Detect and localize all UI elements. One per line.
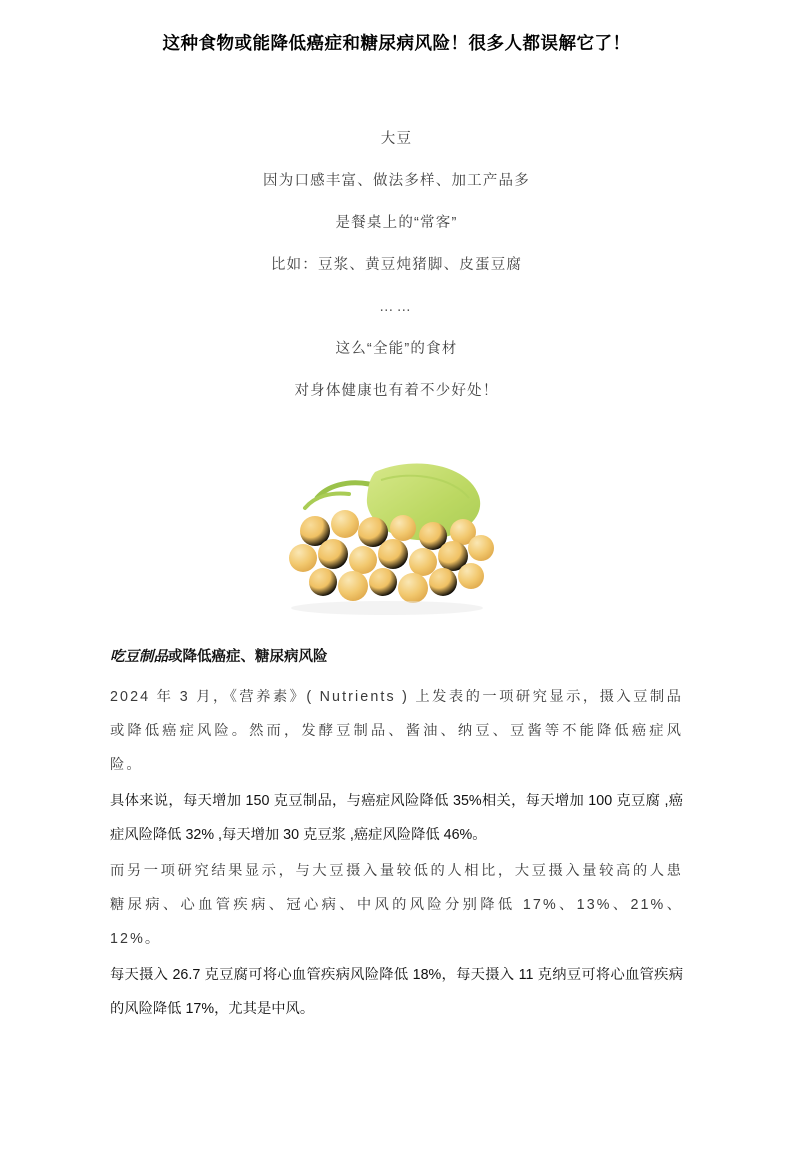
paragraph: 2024 年 3 月，《营养素》( Nutrients ) 上发表的一项研究显示，摄入豆制品或降低癌症风险。然而，发酵豆制品、酱油、纳豆、豆酱等不能降低癌症风险。 xyxy=(110,689,683,774)
paragraph: 而另一项研究结果显示，与大豆摄入量较低的人相比，大豆摄入量较高的人患糖尿病、心血管疾病、冠心病、中风的风险分别降低 17%、13%、21%、12%。 xyxy=(110,863,683,948)
section-heading xyxy=(110,644,683,670)
intro-block xyxy=(0,118,793,412)
intro-line: 比如：豆浆、黄豆炖猪脚、皮蛋豆腐 xyxy=(270,257,523,274)
intro-line: 对身体健康也有着不少好处！ xyxy=(294,383,499,400)
document-page xyxy=(0,30,793,1152)
paragraph: 每天摄入 26.7 克豆腐可将心血管疾病风险降低 18%，每天摄入 11 克纳豆可将心血管疾病的风险降低 17%，尤其是中风。 xyxy=(110,967,683,1018)
article-body xyxy=(0,644,793,1026)
intro-line-ellipsis: …… xyxy=(379,299,414,316)
intro-line: 因为口感丰富、做法多样、加工产品多 xyxy=(263,173,530,190)
intro-line: 这么“全能”的食材 xyxy=(335,341,458,358)
intro-line: 大豆 xyxy=(380,131,413,148)
soybeans-with-leaf-illustration xyxy=(257,436,537,621)
section-heading-rest: 或降低癌症、糖尿病风险 xyxy=(168,649,328,666)
illustration-container xyxy=(0,436,793,626)
page-title: 这种食物或能降低癌症和糖尿病风险！很多人都误解它了！ xyxy=(162,33,631,53)
paragraph: 具体来说，每天增加 150 克豆制品，与癌症风险降低 35%相关，每天增加 100 克豆腐 ,癌症风险降低 32% ,每天增加 30 克豆浆 ,癌症风险降低 46%。 xyxy=(110,793,683,844)
section-heading-emphasis: 吃豆制品 xyxy=(110,649,168,666)
intro-line: 是餐桌上的“常客” xyxy=(335,215,458,232)
